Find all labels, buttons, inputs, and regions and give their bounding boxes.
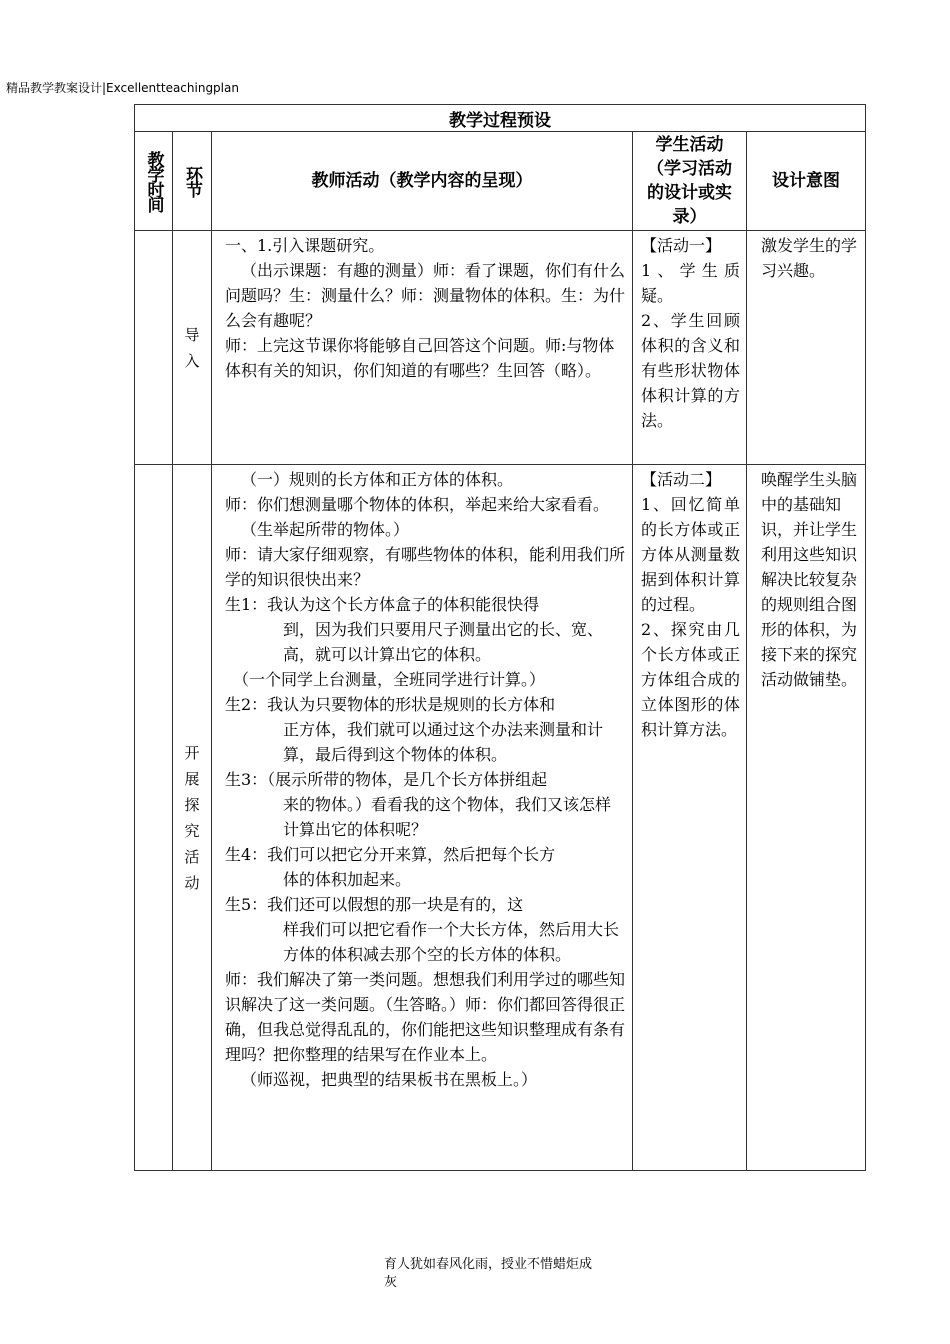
stage-intro: 导 入 — [173, 231, 212, 465]
teacher-activity-explore: （一）规则的长方体和正方体的体积。 师：你们想测量哪个物体的体积，举起来给大家看看。 （生举起所带的物体。） 师：请大家仔细观察，有哪些物体的体积，能利用我们所学的知识很快出来？ 生1：我认为这个长方体盒子的体积能很快得 到，因为我们只要用尺子测量出它的长、宽、高，就可以计算出它的体积。 （一个同学上台测量，全班同学进行计算。） 生2：我认为只要物体的形状是规则的长方体和 正方体，我们就可以通过这个办法来测量和计算，最后得到这个物体的体积。 生3：（展示所带的物体，是几个长方体拼组起 来的物体。）看看我的这个物体，我们又该怎样计算出它的体积呢？ 生4：我们可以把它分开来算，然后把每个长方 体的体积加起来。 生5：我们还可以假想的那一块是有的，这 样我们可以把它看作一个大长方体，然后用大长方体的体积减去那个空的长方体的体积。 师：我们解决了第一类问题。想想我们利用学过的哪些知识解决了这一类问题。（生答略。）师：你们都回答得很正确，但我总觉得乱乱的，你们能把这些知识整理成有条有理吗？把你整理的结果写在作业本上。 （师巡视，把典型的结果板书在黑板上。） — [212, 465, 633, 1171]
col-header-teacher: 教师活动（教学内容的呈现） — [212, 132, 633, 231]
student-activity-intro: 【活动一】 1、学生质疑。 2、学生回顾体积的含义和有些形状物体体积计算的方法。 — [633, 231, 747, 465]
teacher-activity-intro: 一、1.引入课题研究。 （出示课题：有趣的测量）师：看了课题，你们有什么问题吗？生：测量什么？师：测量物体的体积。生：为什么会有趣呢？ 师：上完这节课你将能够自己回答这个问题。师:与物体体积有关的知识，你们知道的有哪些？生回答（略）。 — [212, 231, 633, 465]
page-header: 精品教学教案设计|Excellentteachingplan — [6, 81, 239, 95]
page-footer: 育人犹如春风化雨，授业不惜蜡炬成 灰 — [384, 1257, 593, 1290]
table-title: 教学过程预设 — [135, 105, 866, 132]
col-header-time: 教学时间 — [135, 132, 173, 231]
time-cell — [135, 231, 173, 465]
design-intent-intro: 激发学生的学习兴趣。 — [747, 231, 866, 465]
stage-explore: 开 展 探 究 活 动 — [173, 465, 212, 1171]
col-header-student: 学生活动（学习活动的设计或实录） — [633, 132, 747, 231]
design-intent-explore: 唤醒学生头脑中的基础知识，并让学生利用这些知识解决比较复杂的规则组合图形的体积，为接下来的探究活动做铺垫。 — [747, 465, 866, 1171]
time-cell — [135, 465, 173, 1171]
col-header-stage: 环节 — [173, 132, 212, 231]
student-activity-explore: 【活动二】 1、回忆简单的长方体或正方体从测量数据到体积计算的过程。 2、探究由几个长方体或正方体组合成的立体图形的体积计算方法。 — [633, 465, 747, 1171]
col-header-design: 设计意图 — [747, 132, 866, 231]
lesson-plan-table — [134, 104, 866, 1171]
